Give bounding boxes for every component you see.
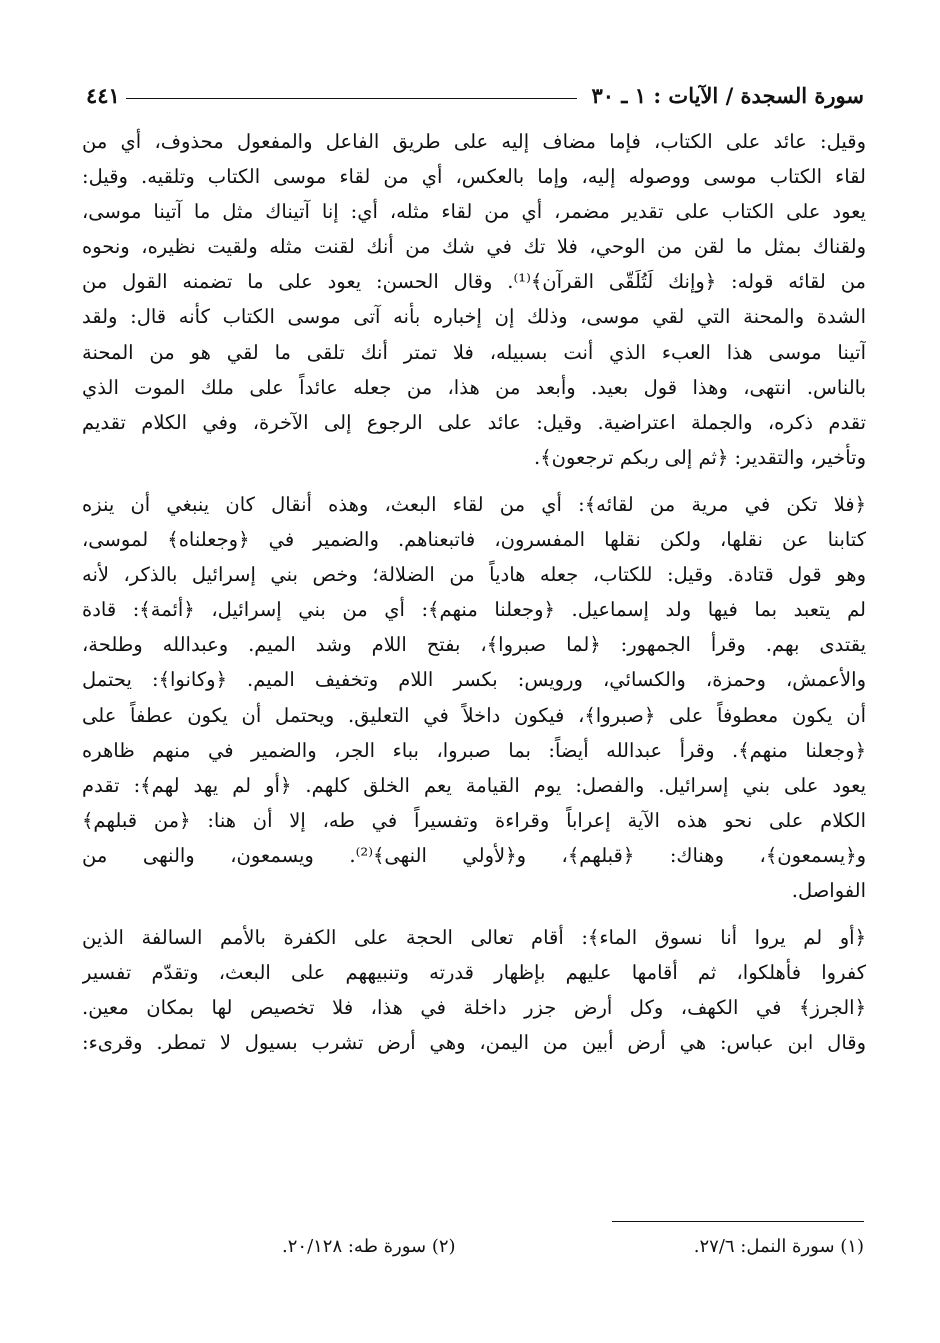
text-line: لم يتعبد بما فيها ولد إسماعيل. ﴿وجعلنا منهم﴾: أي من بني إسرائيل، ﴿أئمة﴾: قادة (82, 598, 866, 622)
text-line: لقاء الكتاب موسى ووصوله إليه، وإما بالعكس، أي من لقاء موسى الكتاب وتلقيه. وقيل: (82, 165, 866, 189)
text-line: كفروا فأهلكوا، ثم أقامها عليهم بإظهار قدرته وتنبيههم على البعث، وتقدّم تفسير (82, 961, 866, 985)
page-header (86, 78, 864, 112)
footnotes (282, 1232, 864, 1262)
surah-label: سورة السجدة / الآيات : ١ ـ ٣٠ (591, 82, 864, 108)
footnote-1: (١) سورة النمل: ٢٧/٦. (693, 1236, 864, 1257)
paragraph-gap (82, 475, 866, 487)
text-line: و﴿يسمعون﴾، وهناك: ﴿قبلهم﴾، و﴿لأولي النهى﴾⁽²⁾. ويسمعون، والنهى من (82, 843, 866, 867)
text-line: والأعمش، وحمزة، والكسائي، ورويس: بكسر اللام وتخفيف الميم. ﴿وكانوا﴾: يحتمل (82, 668, 866, 692)
footnote-2: (٢) سورة طه: ٢٠/١٢٨. (282, 1236, 456, 1257)
text-line: الكلام على نحو هذه الآية إعراباً وقراءة وتفسيراً في طه، إلا أن هنا: ﴿من قبلهم﴾ (82, 808, 866, 832)
text-line: يعود على بني إسرائيل. والفصل: يوم القيامة يعم الخلق كلهم. ﴿أو لم يهد لهم﴾: تقدم (82, 773, 866, 797)
text-line: ﴿الجرز﴾ في الكهف، وكل أرض جزر داخلة في هذا، فلا تخصيص لها بمكان معين. (82, 996, 866, 1020)
text-line: آتينا موسى هذا العبء الذي أنت بسبيله، فلا تمتر أنك تلقى ما لقي هو من المحنة (82, 340, 866, 364)
text-line: الشدة والمحنة التي لقي موسى، وذلك إن إخباره بأنه آتى موسى الكتاب كأنه قال: ولقد (82, 305, 866, 329)
paragraph (82, 920, 866, 1060)
page-number: ٤٤١ (86, 82, 120, 108)
header-rule (126, 98, 578, 99)
text-line: بالناس. انتهى، وهذا قول بعيد. وأبعد من هذا، من جعله عائداً على ملك الموت الذي (82, 375, 866, 399)
text-line: الفواصل. (791, 878, 866, 902)
text-line: يعود على الكتاب على تقدير مضمر، أي من لقاء مثله، أي: إنا آتيناك مثل ما آتينا موسى، (82, 200, 866, 224)
text-line: يقتدى بهم. وقرأ الجمهور: ﴿لما صبروا﴾، بفتح اللام وشد الميم. وعبدالله وطلحة، (82, 633, 866, 657)
text-line: ولقناك بمثل ما لقن من الوحي، فلا تك في شك من أنك لقنت مثله ولقيت نظيره، ونحوه (82, 235, 866, 259)
text-line: وتأخير، والتقدير: ﴿ثم إلى ربكم ترجعون﴾. (534, 445, 866, 469)
text-line: من لقائه قوله: ﴿وإنك لَتُلَقّى القرآن﴾⁽¹⁾. وقال الحسن: يعود على ما تضمنه القول من (82, 270, 866, 294)
paragraph (82, 124, 866, 475)
text-line: ﴿فلا تكن في مرية من لقائه﴾: أي من لقاء البعث، وهذه أنقال كان ينبغي أن ينزه (82, 492, 866, 516)
paragraph-gap (82, 908, 866, 920)
text-line: وهو قول قتادة. وقيل: للكتاب، جعله هادياً من الضلالة؛ وخص بني إسرائيل بالذكر، لأنه (82, 563, 866, 587)
footnote-rule (612, 1221, 864, 1222)
body-text (82, 124, 866, 1060)
text-line: ﴿أو لم يروا أنا نسوق الماء﴾: أقام تعالى الحجة على الكفرة بالأمم السالفة الذين (82, 926, 866, 950)
text-line: وقال ابن عباس: هي أرض أبين من اليمن، وهي أرض تشرب بسيول لا تمطر. وقرىء: (82, 1031, 866, 1055)
text-line: وقيل: عائد على الكتاب، فإما مضاف إليه على طريق الفاعل والمفعول محذوف، أي من (82, 130, 866, 153)
paragraph (82, 487, 866, 908)
text-line: أن يكون معطوفاً على ﴿صبروا﴾، فيكون داخلاً في التعليق. ويحتمل أن يكون عطفاً على (82, 703, 866, 727)
text-line: كتابنا عن نقلها، ولكن نقلها المفسرون، فاتبعناهم. والضمير في ﴿وجعلناه﴾ لموسى، (82, 528, 866, 552)
text-line: تقدم ذكره، والجملة اعتراضية. وقيل: عائد على الرجوع إلى الآخرة، وفي الكلام تقديم (82, 410, 866, 434)
text-line: ﴿وجعلنا منهم﴾. وقرأ عبدالله أيضاً: بما صبروا، بباء الجر، والضمير في منهم ظاهره (82, 738, 866, 762)
